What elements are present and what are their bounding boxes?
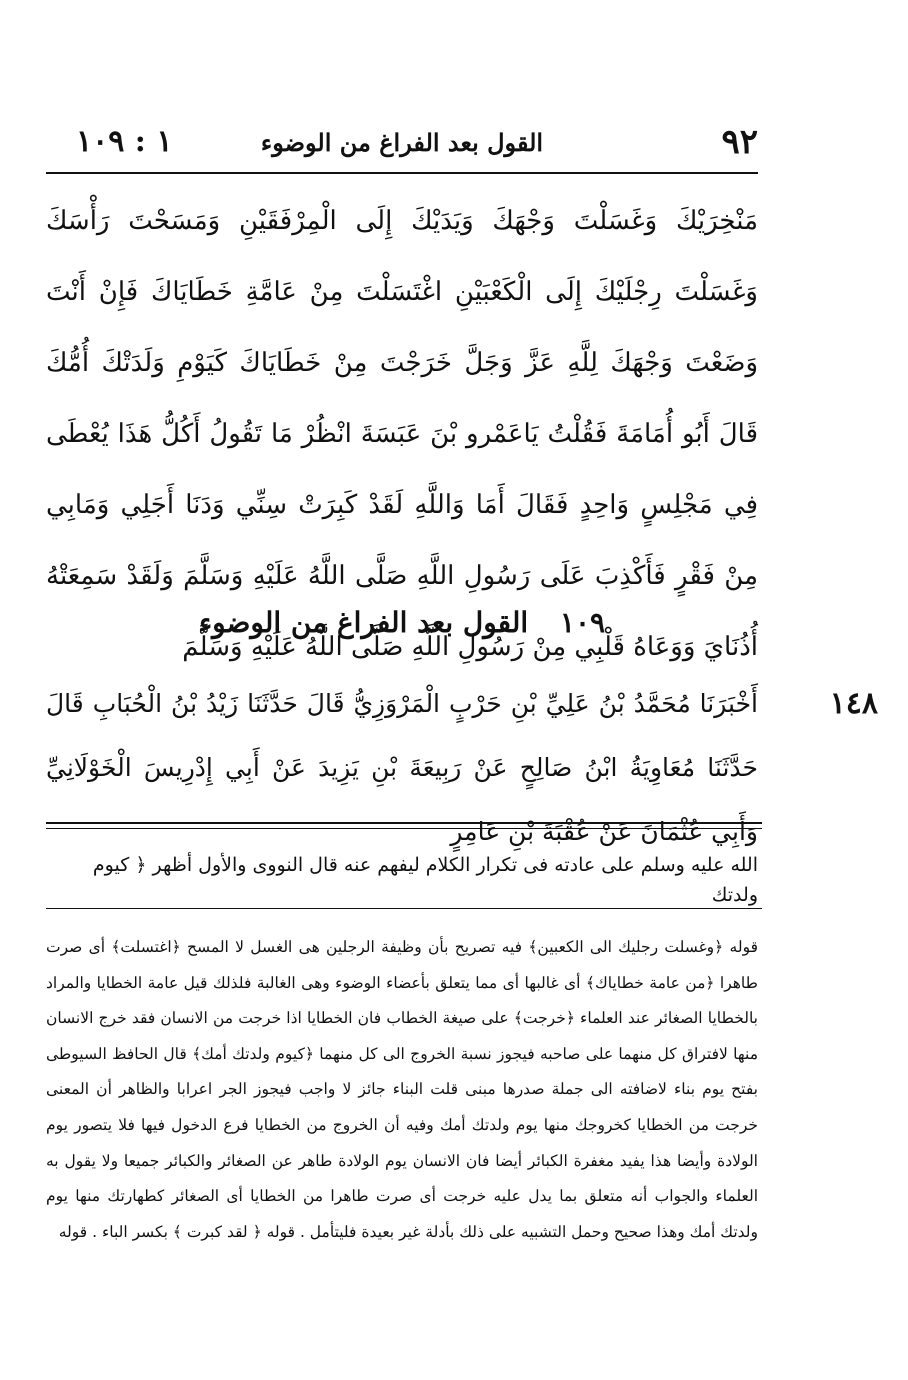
hadith-block	[46, 672, 758, 864]
main-text: مَنْخِرَيْكَ وَغَسَلْتَ وَجْهَكَ وَيَدَيْكَ إِلَى الْمِرْفَقَيْنِ وَمَسَحْتَ رَأْسَكَ وَغَسَلْتَ رِجْلَيْكَ إِلَى الْكَعْبَيْنِ اغْتَسَلْتَ مِنْ عَامَّةِ خَطَايَاكَ فَإِنْ أَنْتَ وَضَعْتَ وَجْهَكَ لِلَّهِ عَزَّ وَجَلَّ خَرَجْتَ مِنْ خَطَايَاكَ كَيَوْمِ وَلَدَتْكَ أُمُّكَ قَالَ أَبُو أُمَامَةَ فَقُلْتُ يَاعَمْرو بْنَ عَبَسَةَ انْظُرْ مَا تَقُولُ أَكُلُّ هَذَا يُعْطَى فِي مَجْلِسٍ وَاحِدٍ فَقَالَ أَمَا وَاللَّهِ لَقَدْ كَبِرَتْ سِنِّي وَدَنَا أَجَلِي وَمَابِي مِنْ فَقْرٍ فَأَكْذِبَ عَلَى رَسُولِ اللَّهِ صَلَّى اللَّهُ عَلَيْهِ وَسَلَّمَ وَلَقَدْ سَمِعَتْهُ أُذُنَايَ وَوَعَاهُ قَلْبِي مِنْ رَسُولِ اللَّهِ صَلَّى اللَّهُ عَلَيْهِ وَسَلَّمَ	[46, 206, 758, 662]
footnote-continuation: الله عليه وسلم على عادته فى تكرار الكلام ليفهم عنه قال النووى والأول أظهر ﴿ كيوم ولدتك	[92, 854, 758, 906]
running-header	[46, 118, 758, 174]
hadith-number: ١٤٨	[829, 686, 878, 721]
divider-double-top	[46, 822, 762, 824]
commentary-block	[46, 930, 758, 1250]
section-heading	[46, 606, 758, 656]
hadith-text: أَخْبَرَنَا مُحَمَّدُ بْنُ عَلِيِّ بْنِ حَرْبٍ الْمَرْوَزِيُّ قَالَ حَدَّثَنَا زَيْدُ بْنُ الْحُبَابِ قَالَ حَدَّثَنَا مُعَاوِيَةُ ابْنُ صَالِحٍ عَنْ رَبِيعَةَ بْنِ يَزِيدَ عَنْ أَبِي إِدْرِيسَ الْخَوْلَانِيِّ وَأَبِي عُثْمَانَ عَنْ عُقْبَةَ بْنِ عَامِرٍ	[46, 689, 758, 846]
section-title: القول بعد الفراغ من الوضوء	[198, 606, 529, 639]
running-title: القول بعد الفراغ من الوضوء	[260, 128, 544, 157]
divider-double-bottom	[46, 828, 762, 829]
divider-single	[46, 908, 762, 909]
page-number: ٩٢	[721, 122, 758, 162]
section-number: ١٠٩	[559, 606, 606, 639]
chapter-reference: ١ : ١٠٩	[76, 124, 173, 159]
commentary-text: قوله ﴿وغسلت رجليك الى الكعبين﴾ فيه تصريح بأن وظيفة الرجلين هى الغسل لا المسح ﴿اغتسلت﴾ أى صرت طاهرا ﴿من عامة خطاياك﴾ أى غالبها أى مما يتعلق بأعضاء الوضوء وهى الغالبة فلذلك قيل عامة الخطايا والمراد بالخطايا الصغائر عند العلماء ﴿خرجت﴾ على صيغة الخطاب فان الخطايا اذا خرجت من الانسان فقد خرج الانسان منها لافتراق كل منهما على صاحبه فيجوز نسبة الخروج الى كل منهما ﴿كيوم ولدتك أمك﴾ قال الحافظ السيوطى بفتح يوم بناء لاضافته الى جملة صدرها مبنى قلت البناء جائز لا واجب فيجوز الجر اعرابا والظاهر أن المعنى خرجت من الخطايا كخروجك منها يوم ولدتك أمك وفيه أن الخروج من الخطايا فرع الدخول فيها فلا يتصور يوم الولادة وأيضا هذا يفيد مغفرة الكبائر أيضا فان الانسان يوم الولادة طاهر عن الصغائر والكبائر جميعا ولا يقول به العلماء والجواب أنه متعلق بما يدل عليه خرجت أى صرت طاهرا من الخطايا أى الصغائر كطهارتك منها يوم ولدتك أمك وهذا صحيح وحمل التشبيه على ذلك بأدلة غير بعيدة فليتأمل . قوله ﴿ لقد كبرت ﴾ بكسر الباء . قوله	[46, 938, 758, 1241]
